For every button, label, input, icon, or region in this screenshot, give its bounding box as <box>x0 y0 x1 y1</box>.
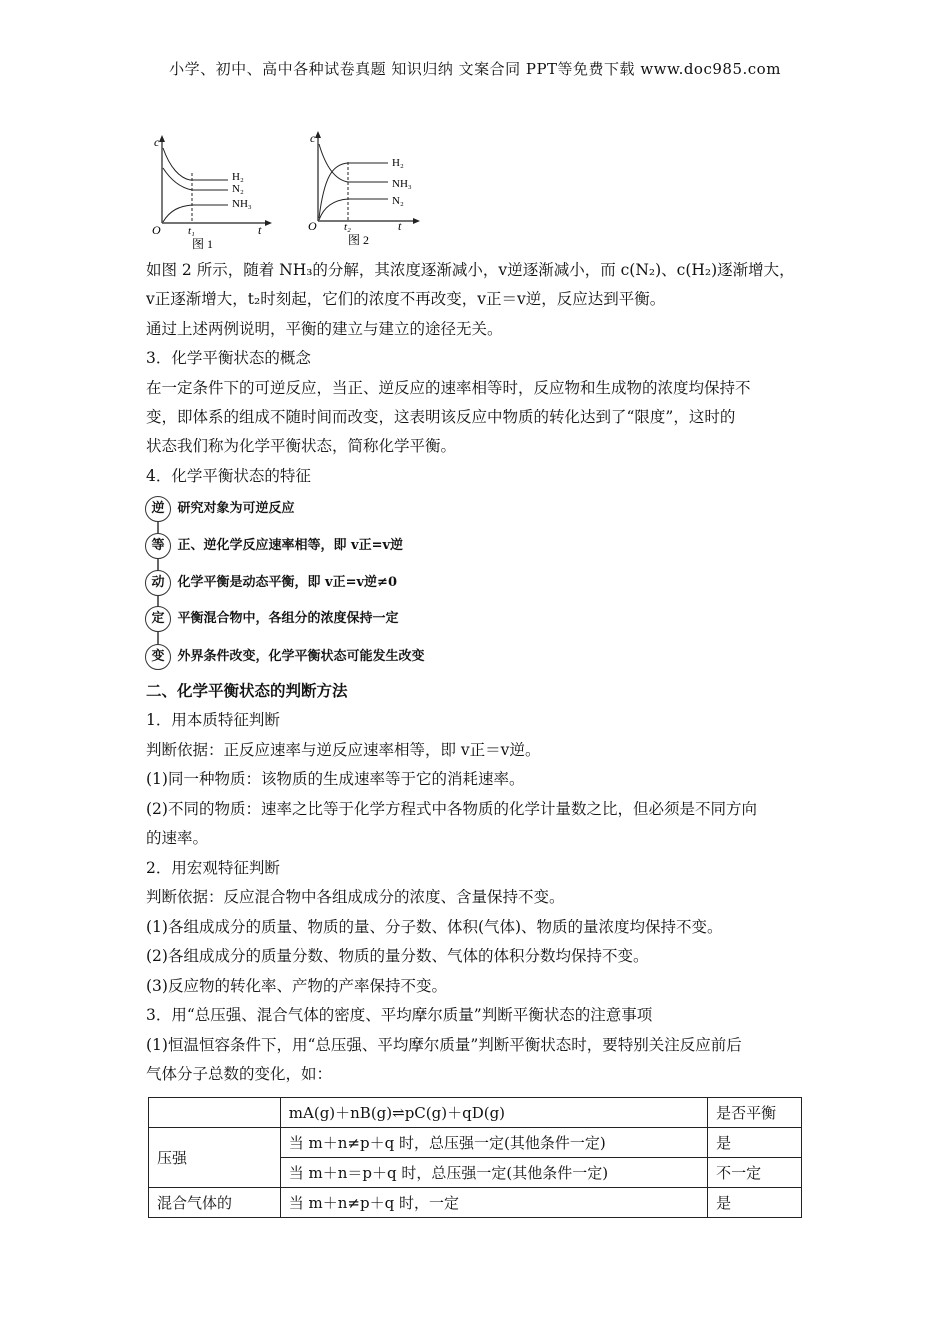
section-2-1: 1．用本质特征判断 <box>146 711 280 729</box>
fig1-curve-h2 <box>163 148 228 180</box>
fig2-label-h2: H₂ <box>392 157 404 169</box>
fig1-curve-nh3 <box>163 205 228 222</box>
paragraph-3: 通过上述两例说明，平衡的建立与建立的途径无关。 <box>146 320 503 338</box>
feature-tag: 定 <box>145 606 171 632</box>
fig2-label-nh3: NH₃ <box>392 178 412 190</box>
section-2-2b: (1)各组成成分的质量、物质的量、分子数、体积(气体)、物质的量浓度均保持不变。 <box>146 918 723 936</box>
table-cell: 是 <box>708 1188 802 1218</box>
table-cell: 是否平衡 <box>708 1098 802 1128</box>
fig2-ylabel: c <box>310 131 316 145</box>
section-2-1a: 判断依据：正反应速率与逆反应速率相等，即 v正＝v逆。 <box>146 741 541 759</box>
paragraph-5: 变，即体系的组成不随时间而改变，这表明该反应中物质的转化达到了“限度”，这时的 <box>146 408 736 426</box>
section-2-1d: 的速率。 <box>146 829 209 847</box>
feature-row <box>145 644 425 670</box>
section-2-3a: (1)恒温恒容条件下，用“总压强、平均摩尔质量”判断平衡状态时，要特别关注反应前后 <box>146 1036 742 1054</box>
feature-row <box>145 496 295 522</box>
fig2-label-n2: N₂ <box>392 195 404 207</box>
paragraph-1: 如图 2 所示，随着 NH₃的分解，其浓度逐渐减小，v逆逐渐减小，而 c(N₂)、c(H₂)逐渐增大， <box>146 261 795 279</box>
table-row <box>149 1128 802 1158</box>
table-cell: 当 m＋n≠p＋q 时，一定 <box>280 1188 707 1218</box>
fig2-curve-h2 <box>319 163 388 218</box>
section-2-2d: (3)反应物的转化率、产物的产率保持不变。 <box>146 977 447 995</box>
feature-text: 平衡混合物中，各组分的浓度保持一定 <box>177 611 399 626</box>
feature-text: 研究对象为可逆反应 <box>177 501 295 516</box>
table-cell: 当 m＋n≠p＋q 时，总压强一定(其他条件一定) <box>280 1128 707 1158</box>
fig1-x-arrow <box>265 220 272 226</box>
table-row <box>149 1188 802 1218</box>
paragraph-6: 状态我们称为化学平衡状态，简称化学平衡。 <box>146 437 457 455</box>
fig1-t1: t₁ <box>188 225 195 237</box>
fig2-caption: 图 2 <box>348 233 370 247</box>
section-2-2: 2．用宏观特征判断 <box>146 859 280 877</box>
fig1-label-nh3: NH₃ <box>232 198 252 210</box>
table-cell: 混合气体的 <box>149 1188 281 1218</box>
figure-1-graph <box>148 128 278 250</box>
fig1-xlabel: t <box>258 223 262 237</box>
feature-row <box>145 533 403 559</box>
section-2-1b: (1)同一种物质：该物质的生成速率等于它的消耗速率。 <box>146 770 525 788</box>
fig2-curve-n2 <box>319 199 388 220</box>
table-cell: 当 m＋n＝p＋q 时，总压强一定(其他条件一定) <box>280 1158 707 1188</box>
feature-tag: 逆 <box>145 496 171 522</box>
fig1-caption: 图 1 <box>192 237 214 250</box>
table-cell: 压强 <box>149 1128 281 1188</box>
section-2-1c: (2)不同的物质：速率之比等于化学方程式中各物质的化学计量数之比，但必须是不同方向 <box>146 800 757 818</box>
table-cell: 是 <box>708 1128 802 1158</box>
heading-3: 3．化学平衡状态的概念 <box>146 349 311 367</box>
feature-text: 外界条件改变，化学平衡状态可能发生改变 <box>177 649 425 664</box>
page-header: 小学、初中、高中各种试卷真题 知识归纳 文案合同 PPT等免费下载 www.doc985.com <box>169 60 781 78</box>
table-cell <box>149 1098 281 1128</box>
feature-text: 正、逆化学反应速率相等，即 v正=v逆 <box>177 538 404 553</box>
section-2-2c: (2)各组成成分的质量分数、物质的量分数、气体的体积分数均保持不变。 <box>146 947 649 965</box>
fig2-y-arrow <box>315 131 321 138</box>
fig1-origin: O <box>152 223 161 237</box>
feature-text: 化学平衡是动态平衡，即 v正=v逆≠0 <box>177 575 397 590</box>
feature-row <box>145 606 399 632</box>
feature-tag: 变 <box>145 644 171 670</box>
section-2-3: 3．用“总压强、混合气体的密度、平均摩尔质量”判断平衡状态的注意事项 <box>146 1006 653 1024</box>
fig1-y-arrow <box>159 135 165 142</box>
section-2-title: 二、化学平衡状态的判断方法 <box>146 681 348 700</box>
equilibrium-table <box>148 1097 802 1218</box>
table-header-row <box>149 1098 802 1128</box>
feature-tag: 等 <box>145 533 171 559</box>
paragraph-4: 在一定条件下的可逆反应，当正、逆反应的速率相等时，反应物和生成物的浓度均保持不 <box>146 379 751 397</box>
paragraph-2: v正逐渐增大，t₂时刻起，它们的浓度不再改变，v正＝v逆，反应达到平衡。 <box>146 290 666 308</box>
table-cell: 不一定 <box>708 1158 802 1188</box>
fig2-xlabel: t <box>398 219 402 233</box>
section-2-3b: 气体分子总数的变化，如： <box>146 1065 333 1083</box>
feature-tag: 动 <box>145 570 171 596</box>
section-2-2a: 判断依据：反应混合物中各组成成分的浓度、含量保持不变。 <box>146 888 565 906</box>
fig1-curve-n2 <box>163 168 228 190</box>
fig1-ylabel: c <box>154 135 160 149</box>
fig2-t2: t₂ <box>344 221 351 233</box>
fig1-label-h2: H₂ <box>232 171 244 183</box>
feature-row <box>145 570 397 596</box>
fig2-origin: O <box>308 219 317 233</box>
table-cell: mA(g)＋nB(g)⇌pC(g)＋qD(g) <box>280 1098 707 1128</box>
figure-2-graph <box>304 126 434 248</box>
heading-4: 4．化学平衡状态的特征 <box>146 467 311 485</box>
fig2-x-arrow <box>413 218 420 224</box>
fig1-label-n2: N₂ <box>232 183 244 195</box>
